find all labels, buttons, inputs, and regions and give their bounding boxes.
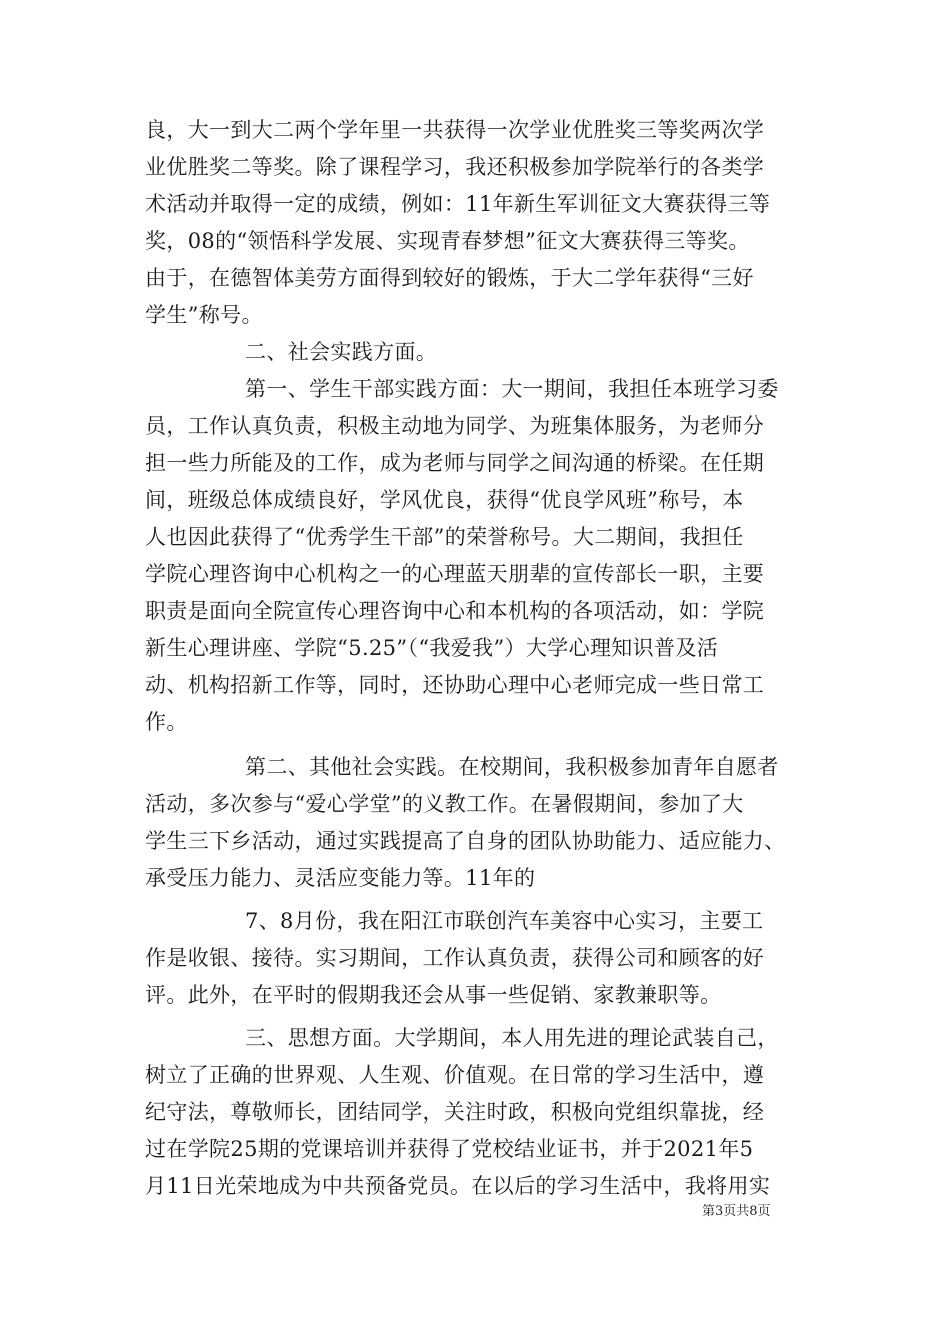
text-line: 过在学院25期的党课培训并获得了党校结业证书，并于2021年5 <box>145 1137 754 1161</box>
text-line: 作是收银、接待。实习期间，工作认真负责，获得公司和顾客的好 <box>145 946 765 970</box>
text-line: 评。此外，在平时的假期我还会从事一些促销、家教兼职等。 <box>145 983 722 1007</box>
paragraph-start: 第二、其他社会实践。在校期间，我积极参加青年自愿者 <box>245 755 779 779</box>
text-line: 学生”称号。 <box>145 303 263 327</box>
text-line: 良，大一到大二两个学年里一共获得一次学业优胜奖三等奖两次学 <box>145 118 765 142</box>
text-line: 作。 <box>145 710 188 734</box>
text-line: 职责是面向全院宣传心理咨询中心和本机构的各项活动，如：学院 <box>145 599 765 623</box>
page-number: 第3页共8页 <box>702 1204 771 1219</box>
text-line: 活动，多次参与“爱心学堂”的义教工作。在暑假期间，参加了大 <box>145 792 744 816</box>
section-heading: 二、社会实践方面。 <box>245 340 438 364</box>
text-line: 员，工作认真负责，积极主动地为同学、为班集体服务，为老师分 <box>145 414 765 438</box>
text-line: 由于，在德智体美劳方面得到较好的锻炼，于大二学年获得“三好 <box>145 266 754 290</box>
text-line: 承受压力能力、灵活应变能力等。11年的 <box>145 866 536 890</box>
text-line: 术活动并取得一定的成绩，例如：11年新生军训征文大赛获得三等 <box>145 192 771 216</box>
text-line: 奖，08的“领悟科学发展、实现青春梦想”征文大赛获得三等奖。 <box>145 229 750 253</box>
text-line: 人也因此获得了“优秀学生干部”的荣誉称号。大二期间，我担任 <box>145 525 744 549</box>
text-line: 动、机构招新工作等，同时，还协助心理中心老师完成一些日常工 <box>145 673 765 697</box>
text-line: 学院心理咨询中心机构之一的心理蓝天朋辈的宣传部长一职，主要 <box>145 562 765 586</box>
text-line: 纪守法，尊敬师长，团结同学，关注时政，积极向党组织靠拢，经 <box>145 1100 765 1124</box>
text-line: 学生三下乡活动，通过实践提高了自身的团队协助能力、适应能力、 <box>145 829 786 853</box>
text-line: 间，班级总体成绩良好，学风优良，获得“优良学风班”称号，本 <box>145 488 744 512</box>
text-line: 月11日光荣地成为中共预备党员。在以后的学习生活中，我将用实 <box>145 1174 771 1198</box>
paragraph-start: 三、思想方面。大学期间，本人用先进的理论武装自己， <box>245 1026 779 1050</box>
text-line: 树立了正确的世界观、人生观、价值观。在日常的学习生活中，遵 <box>145 1063 765 1087</box>
text-line: 新生心理讲座、学院“5.25”（“我爱我”）大学心理知识普及活 <box>145 636 719 660</box>
text-line: 业优胜奖二等奖。除了课程学习，我还积极参加学院举行的各类学 <box>145 155 765 179</box>
paragraph-start: 第一、学生干部实践方面：大一期间，我担任本班学习委 <box>245 377 779 401</box>
paragraph-start: 7、8月份，我在阳江市联创汽车美容中心实习，主要工 <box>245 909 764 933</box>
text-line: 担一些力所能及的工作，成为老师与同学之间沟通的桥梁。在任期 <box>145 451 765 475</box>
